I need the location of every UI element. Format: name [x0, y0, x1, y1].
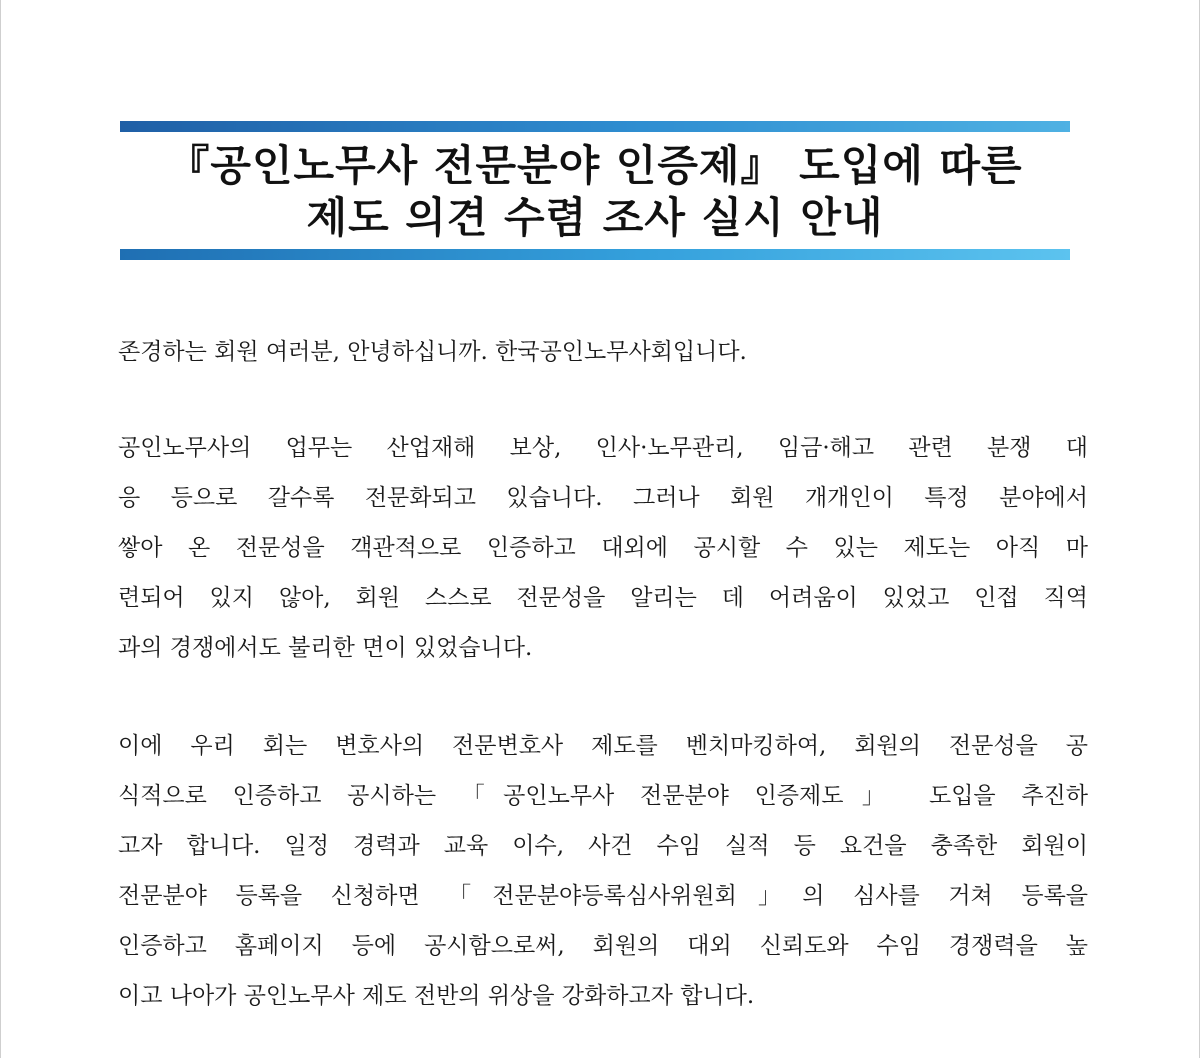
title-line-1: 『공인노무사 전문분야 인증제』 도입에 따른 [167, 141, 1023, 190]
paragraph-1-line: 공인노무사의 업무는 산업재해 보상, 인사·노무관리, 임금·해고 관련 분쟁 대 [118, 435, 1088, 461]
document-title [120, 140, 1070, 244]
paragraph-2-line: 전문분야 등록을 신청하면 「전문분야등록심사위원회」의 심사를 거쳐 등록을 [118, 883, 1088, 909]
paragraph-2-line: 이에 우리 회는 변호사의 전문변호사 제도를 벤치마킹하여, 회원의 전문성을 공 [118, 733, 1088, 759]
paragraph-1 [118, 428, 1088, 678]
paragraph-2 [118, 726, 1088, 1026]
title-top-rule [120, 121, 1070, 132]
paragraph-1-line: 과의 경쟁에서도 불리한 면이 있었습니다. [118, 635, 533, 661]
paragraph-2-line: 식적으로 인증하고 공시하는 「공인노무사 전문분야 인증제도」 도입을 추진하 [118, 783, 1088, 809]
paragraph-2-line: 이고 나아가 공인노무사 제도 전반의 위상을 강화하고자 합니다. [118, 983, 755, 1009]
title-line-2: 제도 의견 수렴 조사 실시 안내 [306, 193, 884, 242]
paragraph-1-line: 련되어 있지 않아, 회원 스스로 전문성을 알리는 데 어려움이 있었고 인접 직역 [118, 585, 1088, 611]
paragraph-2-line: 인증하고 홈페이지 등에 공시함으로써, 회원의 대외 신뢰도와 수임 경쟁력을 높 [118, 933, 1088, 959]
paragraph-1-line: 응 등으로 갈수록 전문화되고 있습니다. 그러나 회원 개개인이 특정 분야에서 [118, 485, 1088, 511]
title-bottom-rule [120, 249, 1070, 260]
greeting-text: 존경하는 회원 여러분, 안녕하십니까. 한국공인노무사회입니다. [118, 339, 747, 365]
paragraph-2-line: 고자 합니다. 일정 경력과 교육 이수, 사건 수임 실적 등 요건을 충족한 회원이 [118, 833, 1088, 859]
paragraph-1-line: 쌓아 온 전문성을 객관적으로 인증하고 대외에 공시할 수 있는 제도는 아직 마 [118, 535, 1088, 561]
